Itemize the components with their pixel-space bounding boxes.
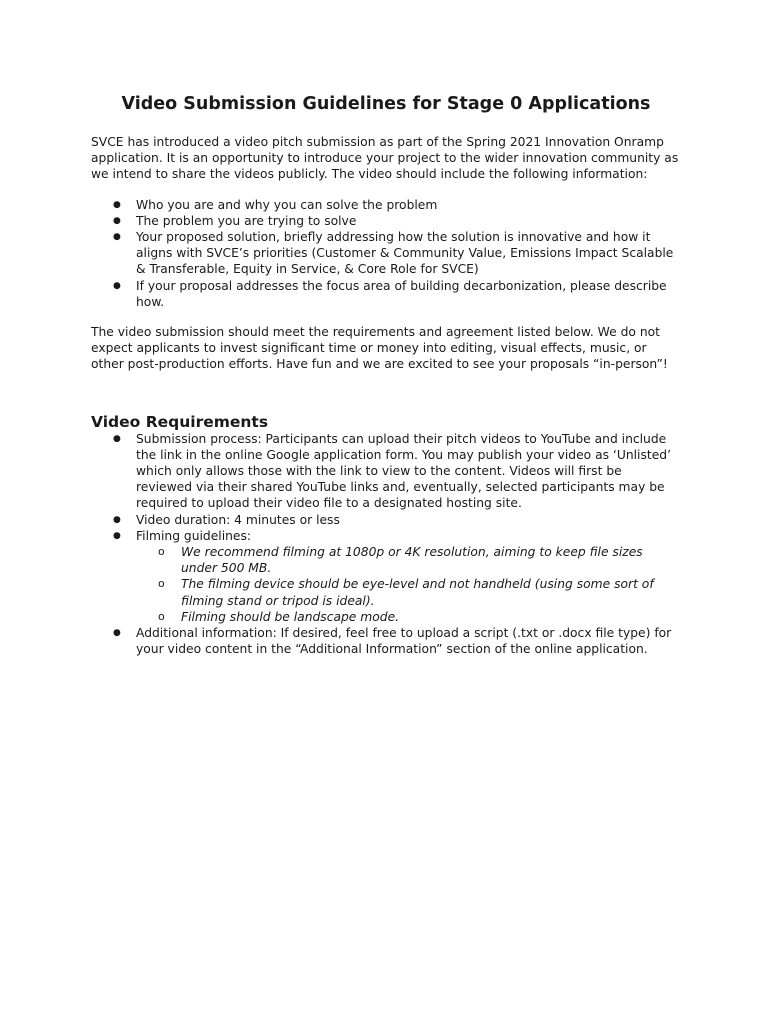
bullet-icon: ● [113, 280, 121, 291]
list-item [91, 278, 681, 310]
bullet-icon: ● [113, 433, 121, 444]
bullet-icon: ● [113, 514, 121, 525]
sub-list-item [136, 609, 681, 625]
list-item [91, 213, 681, 229]
bullet-icon: ● [113, 199, 121, 210]
list-item-text: Who you are and why you can solve the problem [136, 197, 438, 212]
bullet-icon: ● [113, 215, 121, 226]
list-item [91, 528, 681, 625]
list-item-text: Additional information: If desired, feel free to upload a script (.txt or .docx file type) for your video content in the “Additional Information” section of the online application. [136, 626, 672, 657]
requirements-list [91, 431, 681, 658]
sub-list-item-text: We recommend filming at 1080p or 4K resolution, aiming to keep file sizes under 500 MB. [181, 545, 643, 576]
list-item-text: Submission process: Participants can upload their pitch videos to YouTube and include the link in the online Google application form. You may publish your video as ‘Unlisted’ which only allows those with the link to view to the content. Videos will first be reviewed via their shared YouTube links and, eventually, selected participants may be required to upload their video file to a designated hosting site. [136, 431, 671, 511]
list-item-text: If your proposal addresses the focus area of building decarbonization, please describe how. [136, 278, 667, 309]
list-item [91, 431, 681, 512]
bullet-icon: ● [113, 628, 121, 639]
sub-list-item-text: The filming device should be eye-level and not handheld (using some sort of filming stand or tripod is ideal). [181, 577, 654, 608]
list-item-text: Your proposed solution, briefly addressing how the solution is innovative and how it aligns with SVCE’s priorities (Customer & Community Value, Emissions Impact Scalable & Transferable, Equity in Service, & Core Role for SVCE) [136, 230, 674, 277]
sub-bullet-icon: o [158, 609, 165, 623]
list-item [91, 197, 681, 213]
sub-bullet-icon: o [158, 545, 165, 559]
list-item [91, 229, 681, 278]
sub-list-item [136, 544, 681, 576]
list-item-text: Video duration: 4 minutes or less [136, 512, 340, 527]
sub-list-item [136, 576, 681, 608]
intro-paragraph: SVCE has introduced a video pitch submission as part of the Spring 2021 Innovation Onramp application. It is an opportunity to introduce your project to the wider innovation community as we intend to share the videos publicly. The video should include the following information: [91, 135, 679, 182]
bullet-icon: ● [113, 530, 121, 541]
list-item-text: Filming guidelines: [136, 528, 252, 543]
requirements-heading: Video Requirements [91, 412, 269, 431]
list-item [91, 512, 681, 528]
filming-guidelines-list [136, 544, 681, 625]
list-item-text: The problem you are trying to solve [136, 213, 357, 228]
bullet-icon: ● [113, 232, 121, 243]
list-item [91, 625, 681, 657]
document-body [91, 92, 681, 657]
sub-list-item-text: Filming should be landscape mode. [181, 609, 400, 624]
sub-bullet-icon: o [158, 577, 165, 591]
info-list [91, 197, 681, 310]
closing-paragraph: The video submission should meet the requirements and agreement listed below. We do not expect applicants to invest significant time or money into editing, visual effects, music, or other post-production efforts. Have fun and we are excited to see your proposals “in-person”! [91, 325, 668, 372]
document-title: Video Submission Guidelines for Stage 0 Applications [121, 94, 651, 114]
